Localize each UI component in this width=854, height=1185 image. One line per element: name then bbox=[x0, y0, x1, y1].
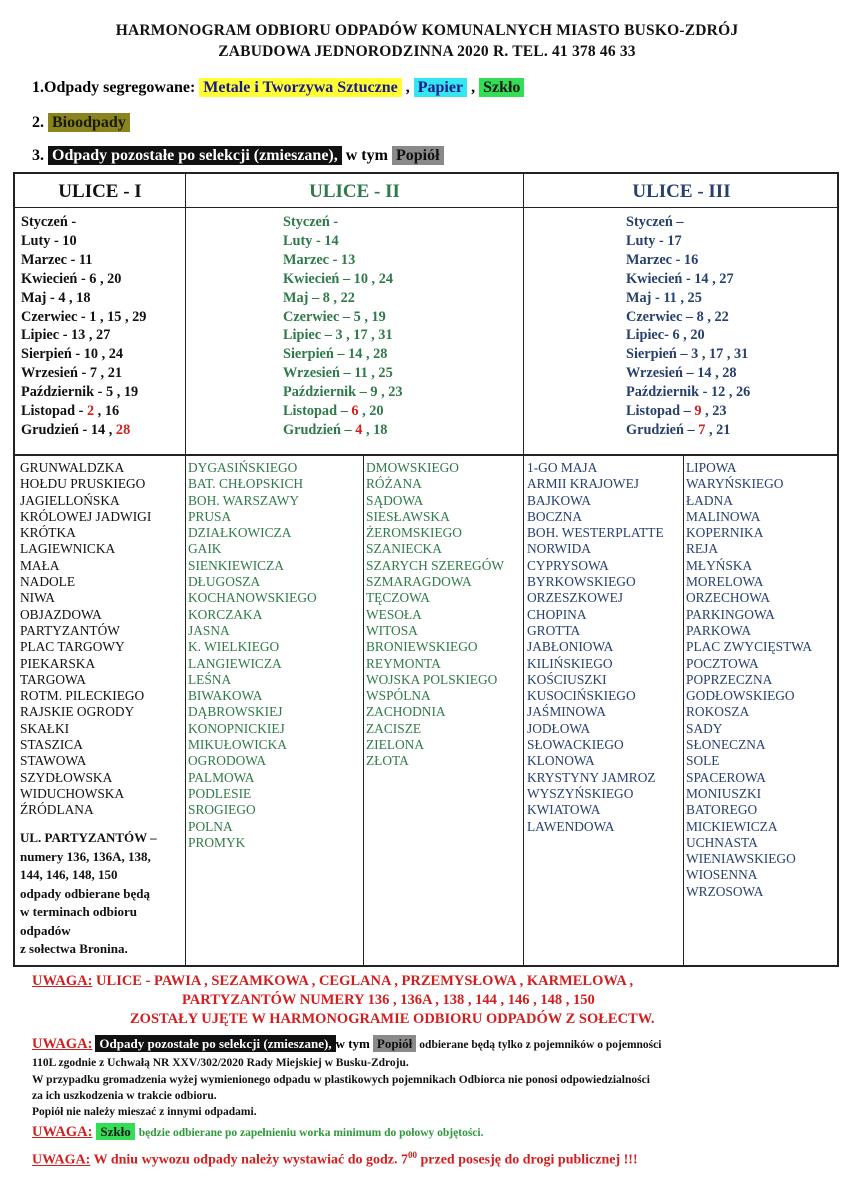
holiday-date: 7 bbox=[698, 421, 706, 438]
notice-text: przed posesję do drogi publicznej !!! bbox=[417, 1152, 638, 1168]
street-name: PARKOWA bbox=[686, 622, 751, 638]
page-subtitle: ZABUDOWA JEDNORODZINNA 2020 R. TEL. 41 378 46 33 bbox=[218, 43, 636, 60]
note-line: 144, 146, 148, 150 bbox=[20, 867, 118, 882]
street-name: ROKOSZA bbox=[686, 704, 750, 720]
month-row bbox=[283, 421, 403, 440]
note-line: odpady odbierane będą bbox=[20, 885, 151, 901]
legend-segregated-label: 1.Odpady segregowane: bbox=[32, 79, 196, 96]
street-name: SPACEROWA bbox=[686, 769, 766, 785]
street-name: GAIK bbox=[188, 541, 222, 557]
street-name: KRÓTKA bbox=[20, 525, 76, 541]
notice-label: UWAGA: bbox=[32, 1036, 93, 1052]
month-row: Styczeń - bbox=[283, 214, 339, 230]
street-name: TĘCZOWA bbox=[366, 590, 430, 606]
street-name: WSPÓLNA bbox=[366, 688, 431, 704]
month-row: Wrzesień - 7 , 21 bbox=[21, 365, 122, 382]
month-row: Marzec - 13 bbox=[283, 251, 356, 268]
street-name: KILIŃSKIEGO bbox=[527, 655, 613, 671]
notice-2-line-5: Popiół nie należy mieszać z innymi odpadami. bbox=[32, 1106, 257, 1118]
street-name: BOH. WESTERPLATTE bbox=[527, 525, 664, 541]
street-name: PIEKARSKA bbox=[20, 655, 96, 671]
legend-separator: , bbox=[471, 79, 476, 96]
schedule-column-3 bbox=[626, 213, 750, 440]
column-header-1: ULICE - I bbox=[58, 181, 142, 202]
street-name: PARKINGOWA bbox=[686, 606, 775, 622]
street-name: LANGIEWICZA bbox=[188, 655, 282, 671]
month-text: Listopad - bbox=[21, 403, 87, 420]
street-name: ZACISZE bbox=[366, 720, 422, 736]
partyzantow-note bbox=[20, 829, 185, 959]
legend-papier: Papier bbox=[414, 78, 467, 97]
notice-3 bbox=[32, 1123, 483, 1141]
street-name: WRZOSOWA bbox=[686, 883, 764, 899]
street-name: KONOPNICKIEJ bbox=[188, 720, 285, 736]
notice-label: UWAGA: bbox=[32, 1124, 93, 1140]
month-row bbox=[283, 402, 403, 421]
legend-wtym: w tym bbox=[345, 147, 388, 164]
street-name: HOŁDU PRUSKIEGO bbox=[20, 476, 146, 492]
street-name: POPRZECZNA bbox=[686, 671, 773, 687]
street-name: CHOPINA bbox=[527, 606, 587, 622]
legend-line-1 bbox=[32, 79, 524, 97]
street-name: BOH. WARSZAWY bbox=[188, 492, 300, 508]
street-name: ZACHODNIA bbox=[366, 704, 446, 720]
streets-column-3a bbox=[527, 460, 664, 835]
street-name: BOCZNA bbox=[527, 508, 583, 524]
street-name: ŁADNA bbox=[686, 492, 733, 508]
notice-4 bbox=[32, 1150, 638, 1169]
month-row: Październik - 5 , 19 bbox=[21, 384, 139, 401]
street-name: SĄDOWA bbox=[366, 492, 424, 508]
street-name: WARYŃSKIEGO bbox=[686, 476, 784, 492]
month-row: Marzec - 16 bbox=[626, 251, 699, 268]
street-name: WIOSENNA bbox=[686, 867, 758, 883]
column-header-2: ULICE - II bbox=[309, 181, 400, 202]
note-line: odpadów bbox=[20, 922, 71, 938]
month-text: Listopad – bbox=[283, 403, 352, 420]
street-name: SKAŁKI bbox=[20, 720, 70, 736]
month-row bbox=[21, 421, 146, 440]
street-name: PARTYZANTÓW bbox=[20, 622, 120, 638]
street-name: GRUNWALDZKA bbox=[20, 460, 125, 475]
street-name: BATOREGO bbox=[686, 802, 758, 818]
street-name: REJA bbox=[686, 541, 718, 557]
month-text: , 23 bbox=[701, 403, 727, 420]
month-row: Sierpień - 10 , 24 bbox=[21, 346, 124, 363]
notice-superscript: 00 bbox=[408, 1150, 417, 1160]
schedule-table bbox=[13, 172, 839, 967]
legend-metale: Metale i Tworzywa Sztuczne bbox=[199, 78, 401, 97]
street-name: WOJSKA POLSKIEGO bbox=[366, 671, 498, 687]
street-name: KOPERNIKA bbox=[686, 525, 764, 541]
notice-2-line-4: za ich uszkodzenia w trakcie odbioru. bbox=[32, 1090, 217, 1102]
month-text: , 20 bbox=[358, 403, 384, 420]
street-name: MONIUSZKI bbox=[686, 785, 762, 801]
street-name: ZŁOTA bbox=[366, 753, 409, 769]
street-name: KWIATOWA bbox=[527, 802, 601, 818]
month-row: Czerwiec – 5 , 19 bbox=[283, 308, 386, 325]
note-line: z sołectwa Bronina. bbox=[20, 941, 128, 956]
street-name: DZIAŁKOWICZA bbox=[188, 525, 292, 541]
month-text: Grudzień – bbox=[626, 421, 699, 438]
legend-mixed: Odpady pozostałe po selekcji (zmieszane), bbox=[48, 146, 342, 165]
month-text: , 16 bbox=[94, 403, 120, 420]
street-name: LEŚNA bbox=[188, 671, 232, 687]
street-name: RAJSKIE OGRODY bbox=[20, 704, 135, 720]
page-title: HARMONOGRAM ODBIORU ODPADÓW KOMUNALNYCH MIASTO BUSKO-ZDRÓJ bbox=[115, 22, 739, 39]
column-header-3: ULICE - III bbox=[632, 181, 731, 202]
street-name: OGRODOWA bbox=[188, 753, 267, 769]
street-name: MIKUŁOWICKA bbox=[188, 737, 287, 753]
street-name: KOŚCIUSZKI bbox=[527, 671, 607, 687]
month-row: Czerwiec - 1 , 15 , 29 bbox=[21, 308, 147, 325]
month-row: Lipiec – 3 , 17 , 31 bbox=[283, 327, 393, 344]
street-name: LIPOWA bbox=[686, 460, 737, 475]
note-line: w terminach odbioru bbox=[20, 904, 137, 919]
street-name: JAGIELLOŃSKA bbox=[20, 492, 120, 508]
street-name: SROGIEGO bbox=[188, 802, 256, 818]
street-name: WITOSA bbox=[366, 622, 418, 638]
street-name: DYGASIŃSKIEGO bbox=[188, 460, 298, 475]
street-name: K. WIELKIEGO bbox=[188, 639, 280, 655]
legend-popiol: Popiół bbox=[392, 146, 444, 165]
month-row: Marzec - 11 bbox=[21, 251, 93, 268]
month-row: Sierpień – 14 , 28 bbox=[283, 346, 388, 363]
holiday-date: 9 bbox=[694, 403, 702, 420]
notice-text: W dniu wywozu odpady należy wystawiać do godz. 7 bbox=[93, 1152, 408, 1168]
notice-text: ULICE - PAWIA , SEZAMKOWA , CEGLANA , PRZEMYSŁOWA , KARMELOWA , bbox=[96, 973, 634, 989]
street-name: ŻEROMSKIEGO bbox=[366, 525, 462, 541]
street-name: PRUSA bbox=[188, 508, 232, 524]
street-name: REYMONTA bbox=[366, 655, 441, 671]
month-text: Grudzień - 14 , bbox=[21, 421, 116, 438]
street-name: SŁOWACKIEGO bbox=[527, 737, 624, 753]
street-name: GODŁOWSKIEGO bbox=[686, 688, 795, 704]
month-row: Lipiec - 13 , 27 bbox=[21, 327, 111, 344]
street-name: LAWENDOWA bbox=[527, 818, 615, 834]
street-name: JODŁOWA bbox=[527, 720, 591, 736]
notice-1-line-2: PARTYZANTÓW NUMERY 136 , 136A , 138 , 144 , 146 , 148 , 150 bbox=[182, 992, 595, 1008]
month-row: Styczeń - bbox=[21, 214, 77, 230]
street-name: PODLESIE bbox=[188, 785, 252, 801]
street-name: KORCZAKA bbox=[188, 606, 263, 622]
street-name: SZANIECKA bbox=[366, 541, 442, 557]
notice-wtym: w tym bbox=[335, 1036, 370, 1051]
holiday-date: 2 bbox=[86, 403, 95, 420]
legend-szklo: Szkło bbox=[479, 78, 524, 97]
column-divider bbox=[683, 455, 684, 965]
column-divider bbox=[523, 174, 524, 455]
month-row bbox=[21, 402, 146, 421]
month-row: Kwiecień - 14 , 27 bbox=[626, 270, 734, 287]
street-name: SZYDŁOWSKA bbox=[20, 769, 113, 785]
street-name: DŁUGOSZA bbox=[188, 574, 261, 590]
legend-bio: Bioodpady bbox=[48, 113, 130, 132]
street-name: KOCHANOWSKIEGO bbox=[188, 590, 317, 606]
street-name: DĄBROWSKIEJ bbox=[188, 704, 283, 720]
month-row: Maj - 4 , 18 bbox=[21, 289, 91, 306]
street-name: OBJAZDOWA bbox=[20, 606, 102, 622]
month-row: Maj – 8 , 22 bbox=[283, 289, 355, 306]
street-name: STASZICA bbox=[20, 737, 83, 753]
month-row: Wrzesień – 11 , 25 bbox=[283, 365, 393, 382]
notice-1-line-1 bbox=[32, 973, 633, 990]
holiday-date: 6 bbox=[351, 403, 359, 420]
street-name: WIENIAWSKIEGO bbox=[686, 851, 796, 867]
legend-line-3 bbox=[32, 147, 444, 165]
month-text: , 18 bbox=[362, 421, 388, 438]
notice-text: odbierane będą tylko z pojemników o pojemności bbox=[419, 1039, 662, 1051]
street-name: PROMYK bbox=[188, 834, 246, 850]
month-row bbox=[626, 402, 750, 421]
street-name: PLAC TARGOWY bbox=[20, 639, 125, 655]
month-row: Wrzesień – 14 , 28 bbox=[626, 365, 737, 382]
street-name: STAWOWA bbox=[20, 753, 87, 769]
street-name: UCHNASTA bbox=[686, 834, 758, 850]
street-name: MICKIEWICZA bbox=[686, 818, 778, 834]
street-name: SZMARAGDOWA bbox=[366, 574, 472, 590]
street-name: POCZTOWA bbox=[686, 655, 759, 671]
street-name: KRYSTYNY JAMROZ bbox=[527, 769, 656, 785]
notice-label: UWAGA: bbox=[32, 973, 93, 989]
street-name: KRÓLOWEJ JADWIGI bbox=[20, 508, 152, 524]
street-name: ŹRÓDLANA bbox=[20, 802, 94, 818]
column-divider bbox=[185, 174, 186, 455]
month-row: Kwiecień – 10 , 24 bbox=[283, 270, 393, 287]
notice-label: UWAGA: bbox=[32, 1152, 91, 1168]
street-name: NIWA bbox=[20, 590, 55, 606]
column-divider bbox=[523, 455, 524, 965]
street-name: 1-GO MAJA bbox=[527, 460, 598, 475]
month-row: Luty - 14 bbox=[283, 232, 339, 249]
holiday-date: 4 bbox=[355, 421, 363, 438]
street-name: SŁONECZNA bbox=[686, 737, 766, 753]
month-row: Październik - 12 , 26 bbox=[626, 384, 751, 401]
notice-popiol-highlight: Popiół bbox=[373, 1035, 416, 1052]
month-row: Lipiec- 6 , 20 bbox=[626, 327, 705, 344]
month-text: Grudzień – bbox=[283, 421, 356, 438]
month-row: Luty - 10 bbox=[21, 232, 77, 249]
street-name: PLAC ZWYCIĘSTWA bbox=[686, 639, 813, 655]
note-line: numery 136, 136A, 138, bbox=[20, 848, 151, 864]
street-name: SIENKIEWICZA bbox=[188, 557, 284, 573]
month-row: Luty - 17 bbox=[626, 232, 682, 249]
column-divider bbox=[185, 455, 186, 965]
street-name: NADOLE bbox=[20, 574, 76, 590]
streets-column-2a bbox=[188, 460, 317, 851]
street-name: SOLE bbox=[686, 753, 720, 769]
street-name: JAŚMINOWA bbox=[527, 704, 606, 720]
notice-2-line-3: W przypadku gromadzenia wyżej wymienionego odpadu w plastikowych pojemnikach Odbiorca nie ponosi odpowiedzialności bbox=[32, 1074, 650, 1086]
street-name: WYSZYŃSKIEGO bbox=[527, 785, 634, 801]
street-name: KUSOCIŃSKIEGO bbox=[527, 688, 636, 704]
streets-column-3b bbox=[686, 460, 812, 900]
street-name: SADY bbox=[686, 720, 723, 736]
schedule-column-1 bbox=[21, 213, 146, 440]
legend-number: 3. bbox=[32, 147, 44, 164]
month-row: Styczeń – bbox=[626, 214, 684, 230]
street-name: BAJKOWA bbox=[527, 492, 591, 508]
street-name: PALMOWA bbox=[188, 769, 255, 785]
street-name: NORWIDA bbox=[527, 541, 591, 557]
notice-2-line-2: 110L zgodnie z Uchwałą NR XXV/302/2020 Rady Miejskiej w Busku-Zdroju. bbox=[32, 1057, 409, 1069]
street-name: ROTM. PILECKIEGO bbox=[20, 688, 145, 704]
legend-line-2 bbox=[32, 114, 130, 132]
month-row: Kwiecień - 6 , 20 bbox=[21, 270, 122, 287]
month-text: , 21 bbox=[705, 421, 731, 438]
street-name: BAT. CHŁOPSKICH bbox=[188, 476, 304, 492]
month-row: Czerwiec – 8 , 22 bbox=[626, 308, 729, 325]
notice-2-line-1 bbox=[32, 1036, 661, 1053]
month-row: Sierpień – 3 , 17 , 31 bbox=[626, 346, 749, 363]
street-name: BIWAKOWA bbox=[188, 688, 263, 704]
notice-szklo-highlight: Szkło bbox=[96, 1123, 134, 1140]
month-row: Maj - 11 , 25 bbox=[626, 289, 702, 306]
streets-column-1 bbox=[20, 460, 151, 819]
street-name: GROTTA bbox=[527, 622, 581, 638]
street-name: MŁYŃSKA bbox=[686, 557, 753, 573]
streets-column-2b bbox=[366, 460, 504, 770]
notice-1-line-3: ZOSTAŁY UJĘTE W HARMONOGRAMIE ODBIORU ODPADÓW Z SOŁECTW. bbox=[130, 1011, 655, 1027]
street-name: ZIELONA bbox=[366, 737, 425, 753]
street-name: ORZESZKOWEJ bbox=[527, 590, 623, 606]
street-name: BYRKOWSKIEGO bbox=[527, 574, 636, 590]
legend-separator: , bbox=[405, 79, 410, 96]
month-text: Listopad – bbox=[626, 403, 695, 420]
street-name: MAŁA bbox=[20, 557, 60, 573]
street-name: SIESŁAWSKA bbox=[366, 508, 450, 524]
month-row: Październik – 9 , 23 bbox=[283, 384, 403, 401]
month-row bbox=[626, 421, 750, 440]
notice-mixed-highlight: Odpady pozostałe po selekcji (zmieszane), bbox=[95, 1035, 335, 1052]
street-name: LAGIEWNICKA bbox=[20, 541, 116, 557]
section-divider bbox=[15, 454, 837, 456]
street-name: WIDUCHOWSKA bbox=[20, 785, 125, 801]
street-name: ORZECHOWA bbox=[686, 590, 771, 606]
street-name: KLONOWA bbox=[527, 753, 595, 769]
note-line: UL. PARTYZANTÓW – bbox=[20, 830, 157, 845]
holiday-date: 28 bbox=[115, 421, 131, 438]
street-name: JABŁONIOWA bbox=[527, 639, 614, 655]
legend-number: 2. bbox=[32, 114, 44, 131]
street-name: RÓŻANA bbox=[366, 476, 422, 492]
street-name: JASNA bbox=[188, 622, 230, 638]
column-divider bbox=[363, 455, 364, 965]
street-name: CYPRYSOWA bbox=[527, 557, 609, 573]
street-name: WESOŁA bbox=[366, 606, 422, 622]
notice-text: będzie odbierane po zapełnieniu worka minimum do połowy objętości. bbox=[138, 1127, 484, 1139]
street-name: POLNA bbox=[188, 818, 233, 834]
street-name: MORELOWA bbox=[686, 574, 764, 590]
street-name: DMOWSKIEGO bbox=[366, 460, 459, 475]
street-name: BRONIEWSKIEGO bbox=[366, 639, 478, 655]
street-name: ARMII KRAJOWEJ bbox=[527, 476, 639, 492]
street-name: MALINOWA bbox=[686, 508, 761, 524]
schedule-column-2 bbox=[283, 213, 403, 440]
street-name: SZARYCH SZEREGÓW bbox=[366, 557, 505, 573]
street-name: TARGOWA bbox=[20, 671, 86, 687]
